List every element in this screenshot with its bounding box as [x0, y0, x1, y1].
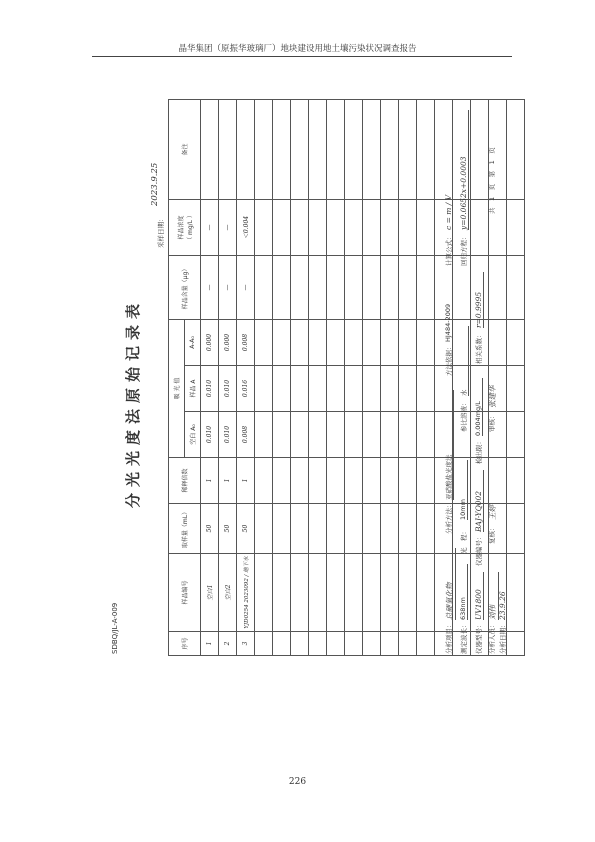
wavelength-label: 测定波长：	[460, 621, 468, 654]
row-remarks	[219, 100, 237, 200]
empty-cell	[291, 632, 309, 656]
empty-cell	[507, 458, 525, 504]
row-content: —	[237, 256, 255, 320]
empty-cell	[327, 458, 345, 504]
empty-cell	[327, 256, 345, 320]
empty-cell	[507, 412, 525, 458]
row-sample-a: 0.010	[219, 366, 237, 412]
empty-cell	[273, 412, 291, 458]
reviewer-value: 张建华	[488, 385, 497, 408]
empty-cell	[291, 504, 309, 554]
empty-cell	[255, 412, 273, 458]
empty-cell	[327, 632, 345, 656]
table-row-empty	[327, 100, 345, 656]
checker-value: 王婷	[488, 505, 497, 520]
empty-cell	[345, 366, 363, 412]
empty-cell	[399, 554, 417, 632]
header-absorbance: 吸 光 值	[169, 320, 185, 458]
row-blank: 0.008	[237, 412, 255, 458]
empty-cell	[363, 200, 381, 256]
empty-cell	[381, 320, 399, 366]
table-row-empty	[399, 100, 417, 656]
spectrophotometry-record-form	[108, 98, 507, 658]
table-row-empty	[381, 100, 399, 656]
empty-cell	[489, 320, 507, 366]
empty-cell	[417, 100, 435, 200]
curve-value: y=0.0652x+0.0003	[459, 110, 469, 230]
empty-cell	[291, 554, 309, 632]
empty-cell	[489, 458, 507, 504]
formula-label: 计算公式：	[445, 233, 453, 266]
empty-cell	[507, 256, 525, 320]
empty-cell	[255, 504, 273, 554]
empty-cell	[345, 412, 363, 458]
empty-cell	[309, 412, 327, 458]
row-sample-id: 空白2	[219, 554, 237, 632]
empty-cell	[309, 458, 327, 504]
row-serial: 3	[237, 632, 255, 656]
header-a-minus-a0: A-A₀	[185, 320, 201, 366]
row-blank: 0.010	[201, 412, 219, 458]
empty-cell	[507, 200, 525, 256]
empty-cell	[327, 504, 345, 554]
empty-cell	[381, 200, 399, 256]
empty-cell	[345, 200, 363, 256]
scanned-form-region	[108, 98, 507, 658]
empty-cell	[363, 256, 381, 320]
row-volume: 50	[219, 504, 237, 554]
empty-cell	[381, 366, 399, 412]
empty-cell	[489, 256, 507, 320]
empty-cell	[345, 256, 363, 320]
header-sample-id: 样品编号	[169, 554, 201, 632]
empty-cell	[255, 320, 273, 366]
empty-cell	[291, 366, 309, 412]
empty-cell	[417, 366, 435, 412]
page-number: 226	[288, 777, 307, 787]
empty-cell	[345, 632, 363, 656]
row-content: —	[201, 256, 219, 320]
empty-cell	[309, 320, 327, 366]
detection-limit-value: 0.004mg/L	[474, 378, 483, 436]
empty-cell	[273, 320, 291, 366]
row-dilution: 1	[237, 458, 255, 504]
empty-cell	[273, 554, 291, 632]
empty-cell	[309, 200, 327, 256]
empty-cell	[345, 320, 363, 366]
header-concentration-unit: （ mg/L ）	[186, 212, 194, 243]
curve-label: 回归方程：	[460, 233, 468, 266]
empty-cell	[255, 554, 273, 632]
empty-cell	[399, 632, 417, 656]
empty-cell	[417, 256, 435, 320]
table-row-empty	[309, 100, 327, 656]
row-diff: 0.008	[237, 320, 255, 366]
empty-cell	[255, 366, 273, 412]
empty-cell	[327, 412, 345, 458]
empty-cell	[363, 100, 381, 200]
row-volume: 50	[201, 504, 219, 554]
table-row	[201, 100, 219, 656]
empty-cell	[273, 100, 291, 200]
empty-cell	[273, 632, 291, 656]
table-row-empty	[255, 100, 273, 656]
row-volume: 50	[237, 504, 255, 554]
row-blank: 0.010	[219, 412, 237, 458]
empty-cell	[507, 504, 525, 554]
header-concentration-label: 样品浓度	[177, 215, 185, 240]
row-diff: 0.000	[219, 320, 237, 366]
empty-cell	[417, 412, 435, 458]
header-content: 样品含量（μg）	[169, 256, 201, 320]
row-serial: 1	[201, 632, 219, 656]
table-row-empty	[363, 100, 381, 656]
empty-cell	[291, 458, 309, 504]
empty-cell	[417, 320, 435, 366]
row-conc: —	[201, 200, 219, 256]
table-row	[219, 100, 237, 656]
table-row-empty	[291, 100, 309, 656]
row-sample-a: 0.016	[237, 366, 255, 412]
empty-cell	[399, 200, 417, 256]
empty-cell	[255, 458, 273, 504]
page-count: 共 1 页 第 1 页	[488, 147, 496, 214]
method-label: 分析方法：	[445, 501, 453, 534]
correlation-label: 相关系数：	[475, 331, 483, 364]
empty-cell	[507, 100, 525, 200]
empty-cell	[309, 100, 327, 200]
instrument-label: 仪器型号：	[475, 621, 483, 654]
row-remarks	[201, 100, 219, 200]
empty-cell	[363, 554, 381, 632]
header-rule	[92, 56, 512, 57]
empty-cell	[255, 200, 273, 256]
page-header: 晶华集团（原振华玻璃厂）地块建设用地土壤污染状况调查报告	[178, 44, 417, 54]
empty-cell	[435, 100, 453, 200]
row-sample-id: YJD0254 2023092 / 地下水	[237, 554, 255, 632]
empty-cell	[399, 100, 417, 200]
row-sample-a: 0.010	[201, 366, 219, 412]
form-code: SDBQ/JL-A-009	[111, 602, 119, 654]
table-row-empty	[273, 100, 291, 656]
empty-cell	[381, 504, 399, 554]
correlation-value: r=0.9995	[474, 272, 484, 328]
empty-cell	[255, 632, 273, 656]
empty-cell	[327, 320, 345, 366]
reference-label: 参比溶液：	[460, 399, 468, 432]
instrument-value: UV1800	[474, 572, 484, 620]
standard-label: 方法依据：	[445, 343, 453, 376]
row-dilution: 1	[219, 458, 237, 504]
empty-cell	[417, 458, 435, 504]
instrument-no-value: BAJ-YQ002	[474, 470, 484, 532]
analysis-item-label: 分析项目：	[445, 621, 453, 654]
empty-cell	[345, 458, 363, 504]
wavelength-value: 638nm	[459, 564, 468, 620]
row-conc: —	[219, 200, 237, 256]
empty-cell	[381, 100, 399, 200]
empty-cell	[291, 256, 309, 320]
header-remarks: 备注	[169, 100, 201, 200]
sample-date-label: 采样日期：	[157, 215, 165, 248]
reviewer-label: 审核：	[488, 412, 496, 432]
empty-cell	[471, 100, 489, 200]
formula-value: c = m / V	[444, 194, 453, 230]
empty-cell	[291, 100, 309, 200]
empty-cell	[417, 632, 435, 656]
empty-cell	[273, 504, 291, 554]
table-row-empty	[417, 100, 435, 656]
table-row	[237, 100, 255, 656]
empty-cell	[399, 504, 417, 554]
empty-cell	[417, 504, 435, 554]
row-remarks	[237, 100, 255, 200]
empty-cell	[381, 256, 399, 320]
header-concentration	[169, 200, 201, 256]
empty-cell	[291, 412, 309, 458]
header-serial: 序号	[169, 632, 201, 656]
header-sample-a: 样品 A	[185, 366, 201, 412]
empty-cell	[399, 366, 417, 412]
empty-cell	[273, 366, 291, 412]
table-row-empty	[507, 100, 525, 656]
empty-cell	[381, 412, 399, 458]
empty-cell	[507, 366, 525, 412]
row-conc: ＜0.004	[237, 200, 255, 256]
empty-cell	[381, 458, 399, 504]
empty-cell	[363, 504, 381, 554]
empty-cell	[273, 458, 291, 504]
empty-cell	[327, 366, 345, 412]
empty-cell	[399, 412, 417, 458]
checker-label: 复核：	[488, 524, 496, 544]
empty-cell	[399, 458, 417, 504]
header-blank: 空白 A₀	[185, 412, 201, 458]
analysis-date-value: 23.9.26	[498, 591, 507, 620]
form-title: 分光光度法原始记录表	[124, 297, 142, 508]
empty-cell	[381, 554, 399, 632]
empty-cell	[309, 632, 327, 656]
empty-cell	[309, 366, 327, 412]
empty-cell	[363, 458, 381, 504]
empty-cell	[309, 554, 327, 632]
standard-value: HJ484-2009	[444, 282, 453, 342]
analysis-date-label: 分析日期：	[499, 621, 507, 654]
header-volume: 取样量（mL）	[169, 504, 201, 554]
empty-cell	[399, 256, 417, 320]
instrument-no-label: 仪器编号：	[475, 533, 483, 566]
empty-cell	[255, 100, 273, 200]
path-value: 10mm	[459, 460, 468, 520]
method-value: 亚硝酸盐光度法	[444, 390, 454, 500]
empty-cell	[291, 320, 309, 366]
table-row-empty	[345, 100, 363, 656]
empty-cell	[363, 412, 381, 458]
empty-cell	[327, 100, 345, 200]
empty-cell	[507, 320, 525, 366]
path-label: 光 程：	[460, 528, 468, 554]
empty-cell	[309, 504, 327, 554]
empty-cell	[345, 504, 363, 554]
empty-cell	[363, 632, 381, 656]
empty-cell	[309, 256, 327, 320]
empty-cell	[399, 320, 417, 366]
empty-cell	[345, 554, 363, 632]
sample-date-value: 2023.9.25	[150, 162, 160, 206]
empty-rows	[255, 100, 525, 656]
empty-cell	[363, 366, 381, 412]
empty-cell	[291, 200, 309, 256]
row-sample-id: 空白1	[201, 554, 219, 632]
header-dilution: 稀释倍数	[169, 458, 201, 504]
detection-limit-label: 检出限：	[475, 438, 483, 464]
empty-cell	[327, 200, 345, 256]
row-dilution: 1	[201, 458, 219, 504]
empty-cell	[327, 554, 345, 632]
empty-cell	[345, 100, 363, 200]
empty-cell	[507, 554, 525, 632]
empty-cell	[381, 632, 399, 656]
analyst-label: 分析人员：	[488, 621, 496, 654]
row-serial: 2	[219, 632, 237, 656]
empty-cell	[273, 200, 291, 256]
empty-cell	[363, 320, 381, 366]
row-content: —	[219, 256, 237, 320]
empty-cell	[417, 200, 435, 256]
empty-cell	[255, 256, 273, 320]
analysis-item-value: 总硬氧化物	[444, 548, 456, 620]
empty-cell	[471, 200, 489, 256]
empty-cell	[507, 632, 525, 656]
analyst-value: 刘伟	[487, 572, 499, 620]
row-diff: 0.000	[201, 320, 219, 366]
empty-cell	[273, 256, 291, 320]
record-table	[168, 99, 525, 656]
reference-value: 水	[459, 326, 469, 396]
empty-cell	[417, 554, 435, 632]
